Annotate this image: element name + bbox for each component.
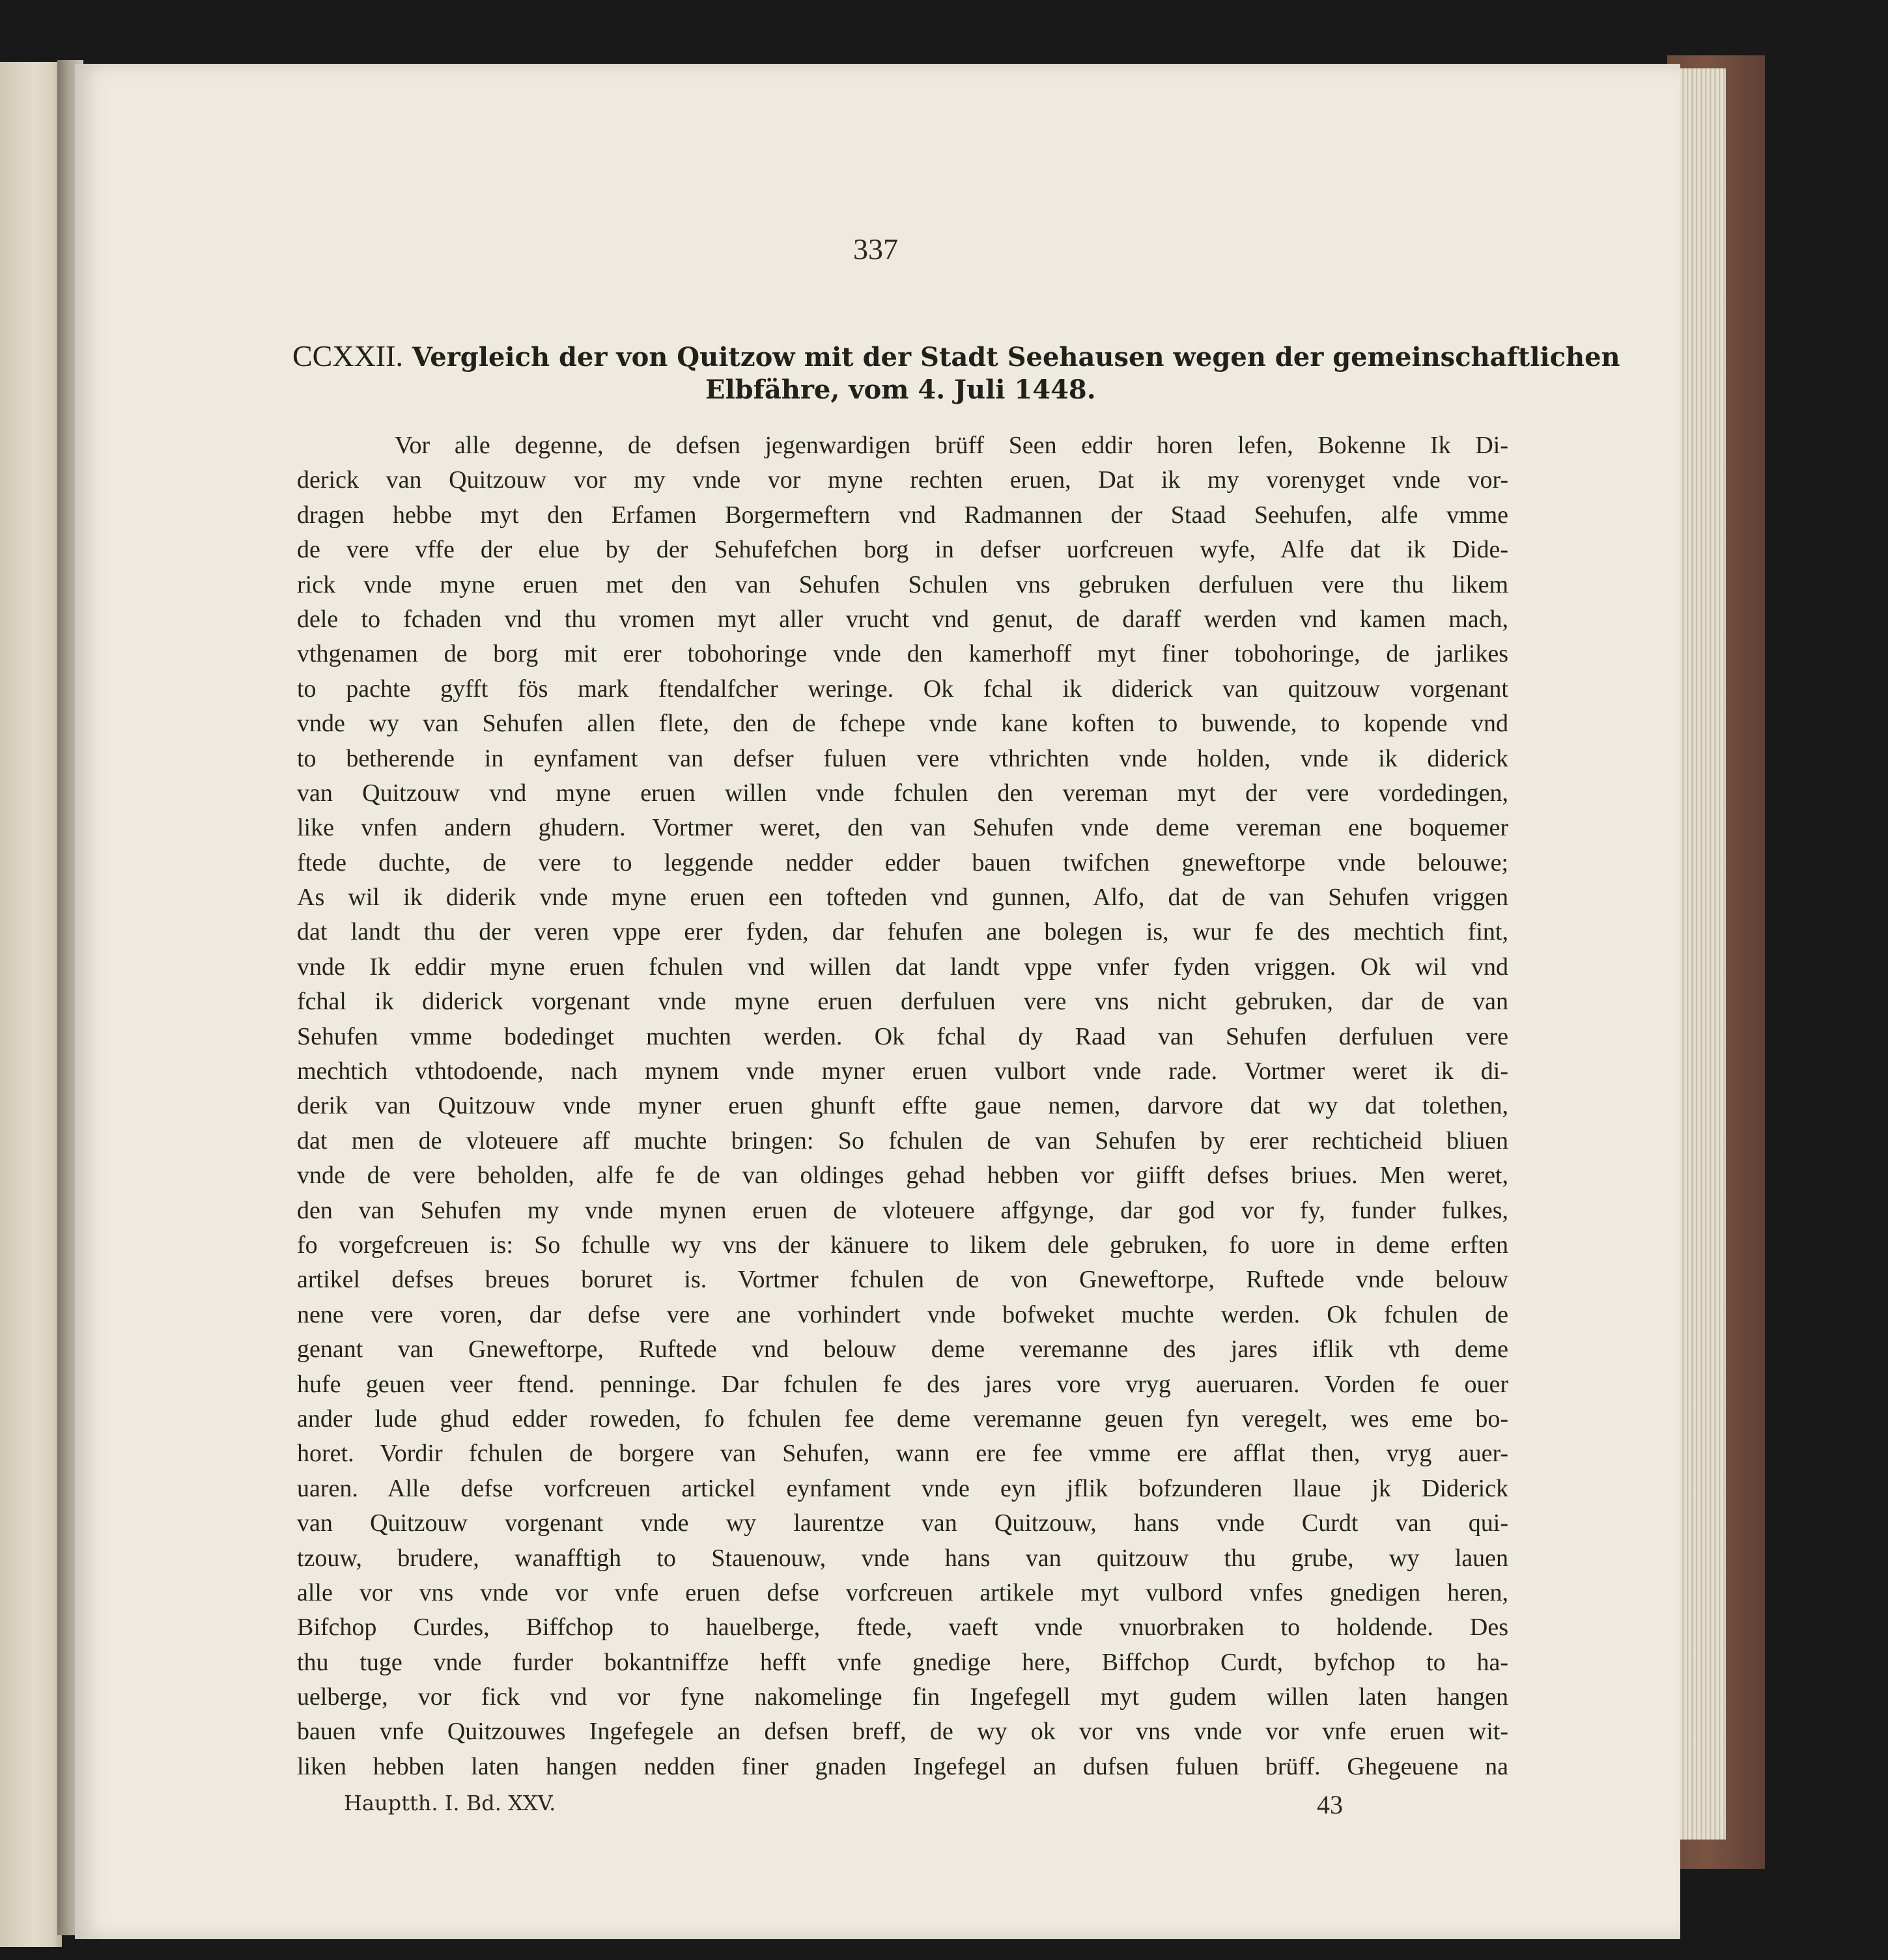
body-line: dat landt thu der veren vppe erer fyden, dar fehufen ane bolegen is, wur fe des mechtich fint, [297, 918, 1508, 946]
body-line: tzouw, brudere, wanafftigh to Stauenouw, vnde hans van quitzouw thu grube, wy lauen [297, 1544, 1508, 1572]
body-line: ftede duchte, de vere to leggende nedder edder bauen twifchen gneweftorpe vnde belouwe; [297, 848, 1508, 876]
body-line: alle vor vns vnde vor vnfe eruen defse vorfcreuen artikele myt vulbord vnfes gnedigen heren, [297, 1578, 1508, 1606]
body-line: den van Sehufen my vnde mynen eruen de vloteuere affgynge, dar god vor fy, funder fulkes, [297, 1196, 1508, 1224]
body-line: thu tuge vnde furder bokantniffze hefft vnfe gnedige here, Biffchop Curdt, byfchop to ha- [297, 1648, 1508, 1676]
body-line: uaren. Alle defse vorfcreuen artickel eynfament vnde eyn jflik bofzunderen llaue jk Diderick [297, 1474, 1508, 1502]
body-line: genant van Gneweftorpe, Ruftede vnd belouw deme veremanne des jares iflik vth deme [297, 1336, 1508, 1364]
body-line: As wil ik diderik vnde myne eruen een tofteden vnd gunnen, Alfo, dat de van Sehufen vriggen [297, 884, 1508, 912]
body-line: nene vere voren, dar defse vere ane vorhindert vnde bofweket muchte werden. Ok fchulen de [297, 1300, 1508, 1328]
body-line: ander lude ghud edder roweden, fo fchulen fee deme veremanne geuen fyn veregelt, wes eme bo- [297, 1405, 1508, 1433]
body-line: liken hebben laten hangen nedden finer gnaden Ingefegel an dufsen fuluen brüff. Ghegeuene na [297, 1752, 1508, 1780]
document-title-line-1 [292, 339, 1620, 373]
body-line: fo vorgefcreuen is: So fchulle wy vns der känuere to likem dele gebruken, fo uore in deme erften [297, 1231, 1508, 1259]
left-page-edge [0, 62, 62, 1947]
body-line: van Quitzouw vorgenant vnde wy laurentze van Quitzouw, hans vnde Curdt van qui- [297, 1509, 1508, 1537]
signature-mark: Hauptth. I. Bd. XXV. [344, 1791, 556, 1815]
body-line: vnde wy van Sehufen allen flete, den de fchepe vnde kane koften to buwende, to kopende vnd [297, 710, 1508, 738]
body-line: van Quitzouw vnd myne eruen willen vnde fchulen den vereman myt der vere vordedingen, [297, 779, 1508, 807]
body-line: derik van Quitzouw vnde myner eruen ghunft effte gaue nemen, darvore dat wy dat tolethen, [297, 1092, 1508, 1120]
body-line: horet. Vordir fchulen de borgere van Sehufen, wann ere fee vmme ere afflat then, vryg auer- [297, 1440, 1508, 1468]
right-page [75, 64, 1680, 1939]
body-line: vnde de vere beholden, alfe fe de van oldinges gehad hebben vor giifft defses briues. Men weret, [297, 1162, 1508, 1190]
body-line: Vor alle degenne, de defsen jegenwardigen brüff Seen eddir horen lefen, Bokenne Ik Di- [395, 432, 1508, 459]
body-line: dele to fchaden vnd thu vromen myt aller vrucht vnd genut, de daraff werden vnd kamen mach, [297, 605, 1508, 633]
body-line: fchal ik diderick vorgenant vnde myne eruen derfuluen vere vns nicht gebruken, dar de van [297, 988, 1508, 1016]
body-line: mechtich vthtodoende, nach mynem vnde myner eruen vulbort vnde rade. Vortmer weret ik di- [297, 1057, 1508, 1085]
body-line: artikel defses breues boruret is. Vortmer fchulen de von Gneweftorpe, Ruftede vnde belouw [297, 1266, 1508, 1294]
sheet-number: 43 [1317, 1790, 1343, 1819]
body-line: vnde Ik eddir myne eruen fchulen vnd willen dat landt vppe vnfer fyden vriggen. Ok wil vnd [297, 953, 1508, 981]
body-line: bauen vnfe Quitzouwes Ingefegele an defsen breff, de wy ok vor vns vnde vor vnfe eruen wit- [297, 1718, 1508, 1746]
document-body [297, 428, 1508, 1784]
body-line: vthgenamen de borg mit erer tobohoringe vnde den kamerhoff myt finer tobohoringe, de jarlikes [297, 640, 1508, 668]
body-line: Bifchop Curdes, Biffchop to hauelberge, ftede, vaeft vnde vnuorbraken to holdende. Des [297, 1614, 1508, 1642]
body-line: rick vnde myne eruen met den van Sehufen Schulen vns gebruken derfuluen vere thu likem [297, 570, 1508, 598]
body-line: derick van Quitzouw vor my vnde vor myne rechten eruen, Dat ik my vorenyget vnde vor- [297, 466, 1508, 494]
body-line: dat men de vloteuere aff muchte bringen: So fchulen de van Sehufen by erer rechticheid bliuen [297, 1127, 1508, 1155]
body-line: uelberge, vor fick vnd vor fyne nakomelinge fin Ingefegell myt gudem willen laten hangen [297, 1683, 1508, 1711]
body-line: like vnfen andern ghudern. Vortmer weret, den van Sehufen vnde deme vereman ene boquemer [297, 814, 1508, 842]
body-line: Sehufen vmme bodedinget muchten werden. Ok fchal dy Raad van Sehufen derfuluen vere [297, 1022, 1508, 1050]
body-line: hufe geuen veer ftend. penninge. Dar fchulen fe des jares vore vryg aueruaren. Vorden fe ouer [297, 1370, 1508, 1398]
page-number: 337 [853, 232, 898, 266]
document-title-line-2: Elbfähre, vom 4. Juli 1448. [705, 374, 1096, 405]
title-text: Vergleich der von Quitzow mit der Stadt Seehausen wegen der gemeinschaftlichen [412, 342, 1620, 372]
body-line: dragen hebbe myt den Erfamen Borgermeftern vnd Radmannen der Staad Seehufen, alfe vmme [297, 501, 1508, 529]
body-line: to betherende in eynfament van defser fuluen vere vthrichten vnde holden, vnde ik diderick [297, 744, 1508, 772]
body-line: de vere vffe der elue by der Sehufefchen borg in defser uorfcreuen wyfe, Alfe dat ik Dide- [297, 536, 1508, 564]
body-line: to pachte gyfft fös mark ftendalfcher weringe. Ok fchal ik diderick van quitzouw vorgenant [297, 675, 1508, 703]
title-numeral: CCXXII. [292, 339, 403, 372]
